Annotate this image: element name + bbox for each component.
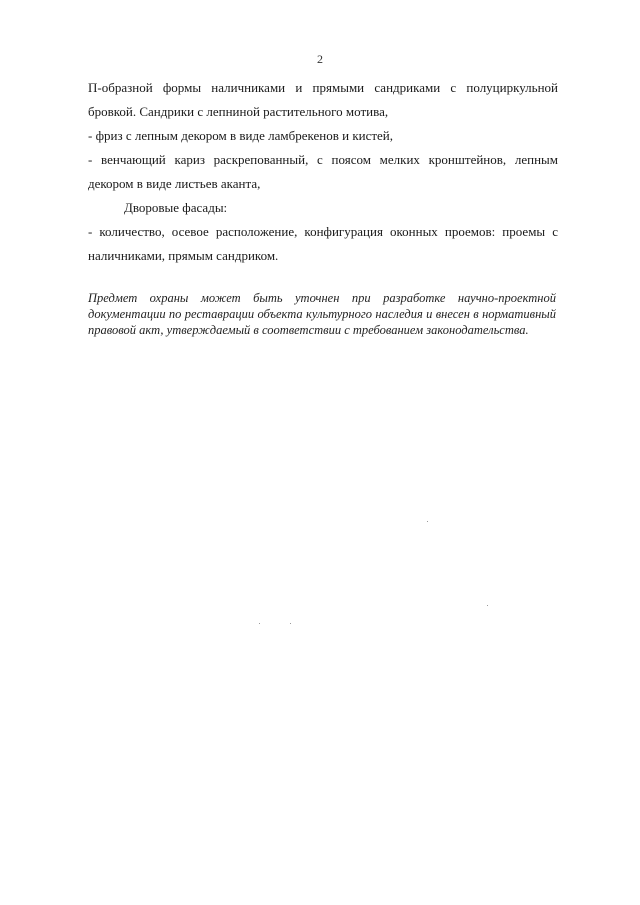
scan-speck — [487, 605, 488, 606]
page-number: 2 — [317, 52, 323, 66]
paragraph-frieze: - фриз с лепным декором в виде ламбрекенов и кистей, — [88, 128, 394, 143]
paragraph-cornice: - венчающий кариз раскрепованный, с поясом мелких кронштейнов, лепным декором в виде листьев аканта, — [88, 152, 558, 191]
main-text — [88, 76, 558, 268]
scan-speck — [290, 623, 291, 624]
paragraph-window-frames: П-образной формы наличниками и прямыми сандриками с полуциркульной бровкой. Сандрики с лепниной растительного мотива, — [88, 80, 558, 119]
scan-speck — [259, 623, 260, 624]
heading-courtyard-facades: Дворовые фасады: — [124, 200, 228, 215]
scan-speck — [427, 521, 428, 522]
protection-note: Предмет охраны может быть уточнен при разработке научно-проектной документации по реставрации объекта культурного наследия и внесен в нормативный правовой акт, утверждаемый в соответствии с требованием законодательства. — [88, 291, 556, 337]
paragraph-window-openings: - количество, осевое расположение, конфигурация оконных проемов: проемы с наличниками, прямым сандриком. — [88, 224, 558, 263]
